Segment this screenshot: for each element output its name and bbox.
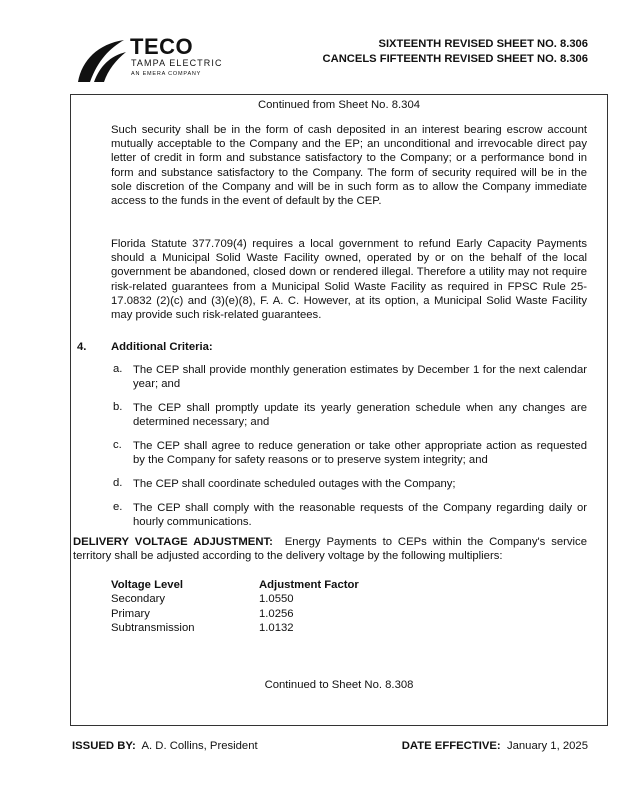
- date-effective-label: DATE EFFECTIVE:: [401, 740, 501, 752]
- criteria-item: The CEP shall comply with the reasonable requests of the Company regarding daily or hourly communications.: [133, 502, 587, 529]
- voltage-level-cell: Subtransmission: [111, 621, 195, 634]
- teco-logo: [76, 34, 276, 84]
- table-header-row: [111, 578, 359, 592]
- adjustment-factor-cell: 1.0132: [259, 621, 294, 634]
- date-effective: [402, 740, 588, 752]
- criteria-letter: a.: [113, 363, 123, 375]
- adjustment-factor-cell: 1.0256: [259, 607, 294, 620]
- logo-brand: TECO: [130, 34, 194, 59]
- table-row: [111, 621, 359, 635]
- adjustment-factor-cell: 1.0550: [259, 593, 294, 606]
- logo-tagline: AN EMERA COMPANY: [131, 71, 202, 77]
- sheet-cancels: CANCELS FIFTEENTH REVISED SHEET NO. 8.306: [322, 53, 588, 65]
- criteria-letter: b.: [113, 401, 123, 413]
- sheet-number: SIXTEENTH REVISED SHEET NO. 8.306: [378, 38, 588, 50]
- delivery-text: Energy Payments to CEPs within the Company's service territory shall be adjusted according to the delivery voltage by the following multipliers:: [73, 536, 587, 563]
- table-row: [111, 592, 359, 606]
- date-effective-value: January 1, 2025: [506, 740, 588, 752]
- criteria-item: The CEP shall provide monthly generation estimates by December 1 for the next calendar year; and: [133, 364, 587, 391]
- table-row: [111, 607, 359, 621]
- security-paragraph: Such security shall be in the form of cash deposited in an interest bearing escrow account mutually acceptable to the Company and the EP; an unconditional and irrevocable direct pay letter of credit in form and substance satisfactory to the Company; or a performance bond in form and substance satisfactory to the Company. The form of security required will be in the sole discretion of the Company and will be in such form as to allow the Company immediate access to the funds in the event of default by the CEP.: [111, 124, 587, 208]
- logo-subtitle: TAMPA ELECTRIC: [131, 58, 223, 68]
- criteria-item: The CEP shall agree to reduce generation or take other appropriate action as requested by the Company for safety reasons or to preserve system integrity; and: [133, 440, 587, 467]
- criteria-letter: c.: [113, 439, 122, 451]
- teco-swoosh-icon: [76, 34, 128, 84]
- delivery-voltage-paragraph: [73, 535, 587, 563]
- voltage-adjustment-table: [111, 578, 359, 635]
- section-title: Additional Criteria:: [111, 341, 213, 353]
- continued-to: Continued to Sheet No. 8.308: [264, 679, 414, 691]
- issued-by-value: A. D. Collins, President: [141, 740, 258, 752]
- voltage-level-cell: Secondary: [111, 593, 166, 606]
- section-number: 4.: [77, 341, 87, 353]
- criteria-letter: e.: [113, 501, 123, 513]
- statute-paragraph: Florida Statute 377.709(4) requires a local government to refund Early Capacity Payments should a Municipal Solid Waste Facility owned, operated by or on the behalf of the local government be abandoned, closed down or rendered illegal. Therefore a utility may not require risk-related guarantees from a Municipal Solid Waste Facility as required in FPSC Rule 25-17.0832 (2)(c) and (3)(e)(8), F. A. C. However, at its option, a Municipal Solid Waste Facility may provide such risk-related guarantees.: [111, 238, 587, 322]
- criteria-letter: d.: [113, 477, 123, 489]
- col-header-voltage-level: Voltage Level: [111, 579, 183, 591]
- issued-by: [72, 740, 258, 752]
- delivery-heading: DELIVERY VOLTAGE ADJUSTMENT:: [73, 536, 273, 548]
- col-header-adjustment-factor: Adjustment Factor: [259, 579, 359, 591]
- continued-from: Continued from Sheet No. 8.304: [257, 99, 421, 111]
- voltage-level-cell: Primary: [111, 607, 150, 620]
- issued-by-label: ISSUED BY:: [72, 740, 136, 752]
- criteria-item: The CEP shall coordinate scheduled outages with the Company;: [133, 478, 456, 490]
- sheet-header: [323, 37, 588, 67]
- tariff-body-frame: [70, 94, 608, 726]
- criteria-item: The CEP shall promptly update its yearly generation schedule when any changes are determined necessary; and: [133, 402, 587, 429]
